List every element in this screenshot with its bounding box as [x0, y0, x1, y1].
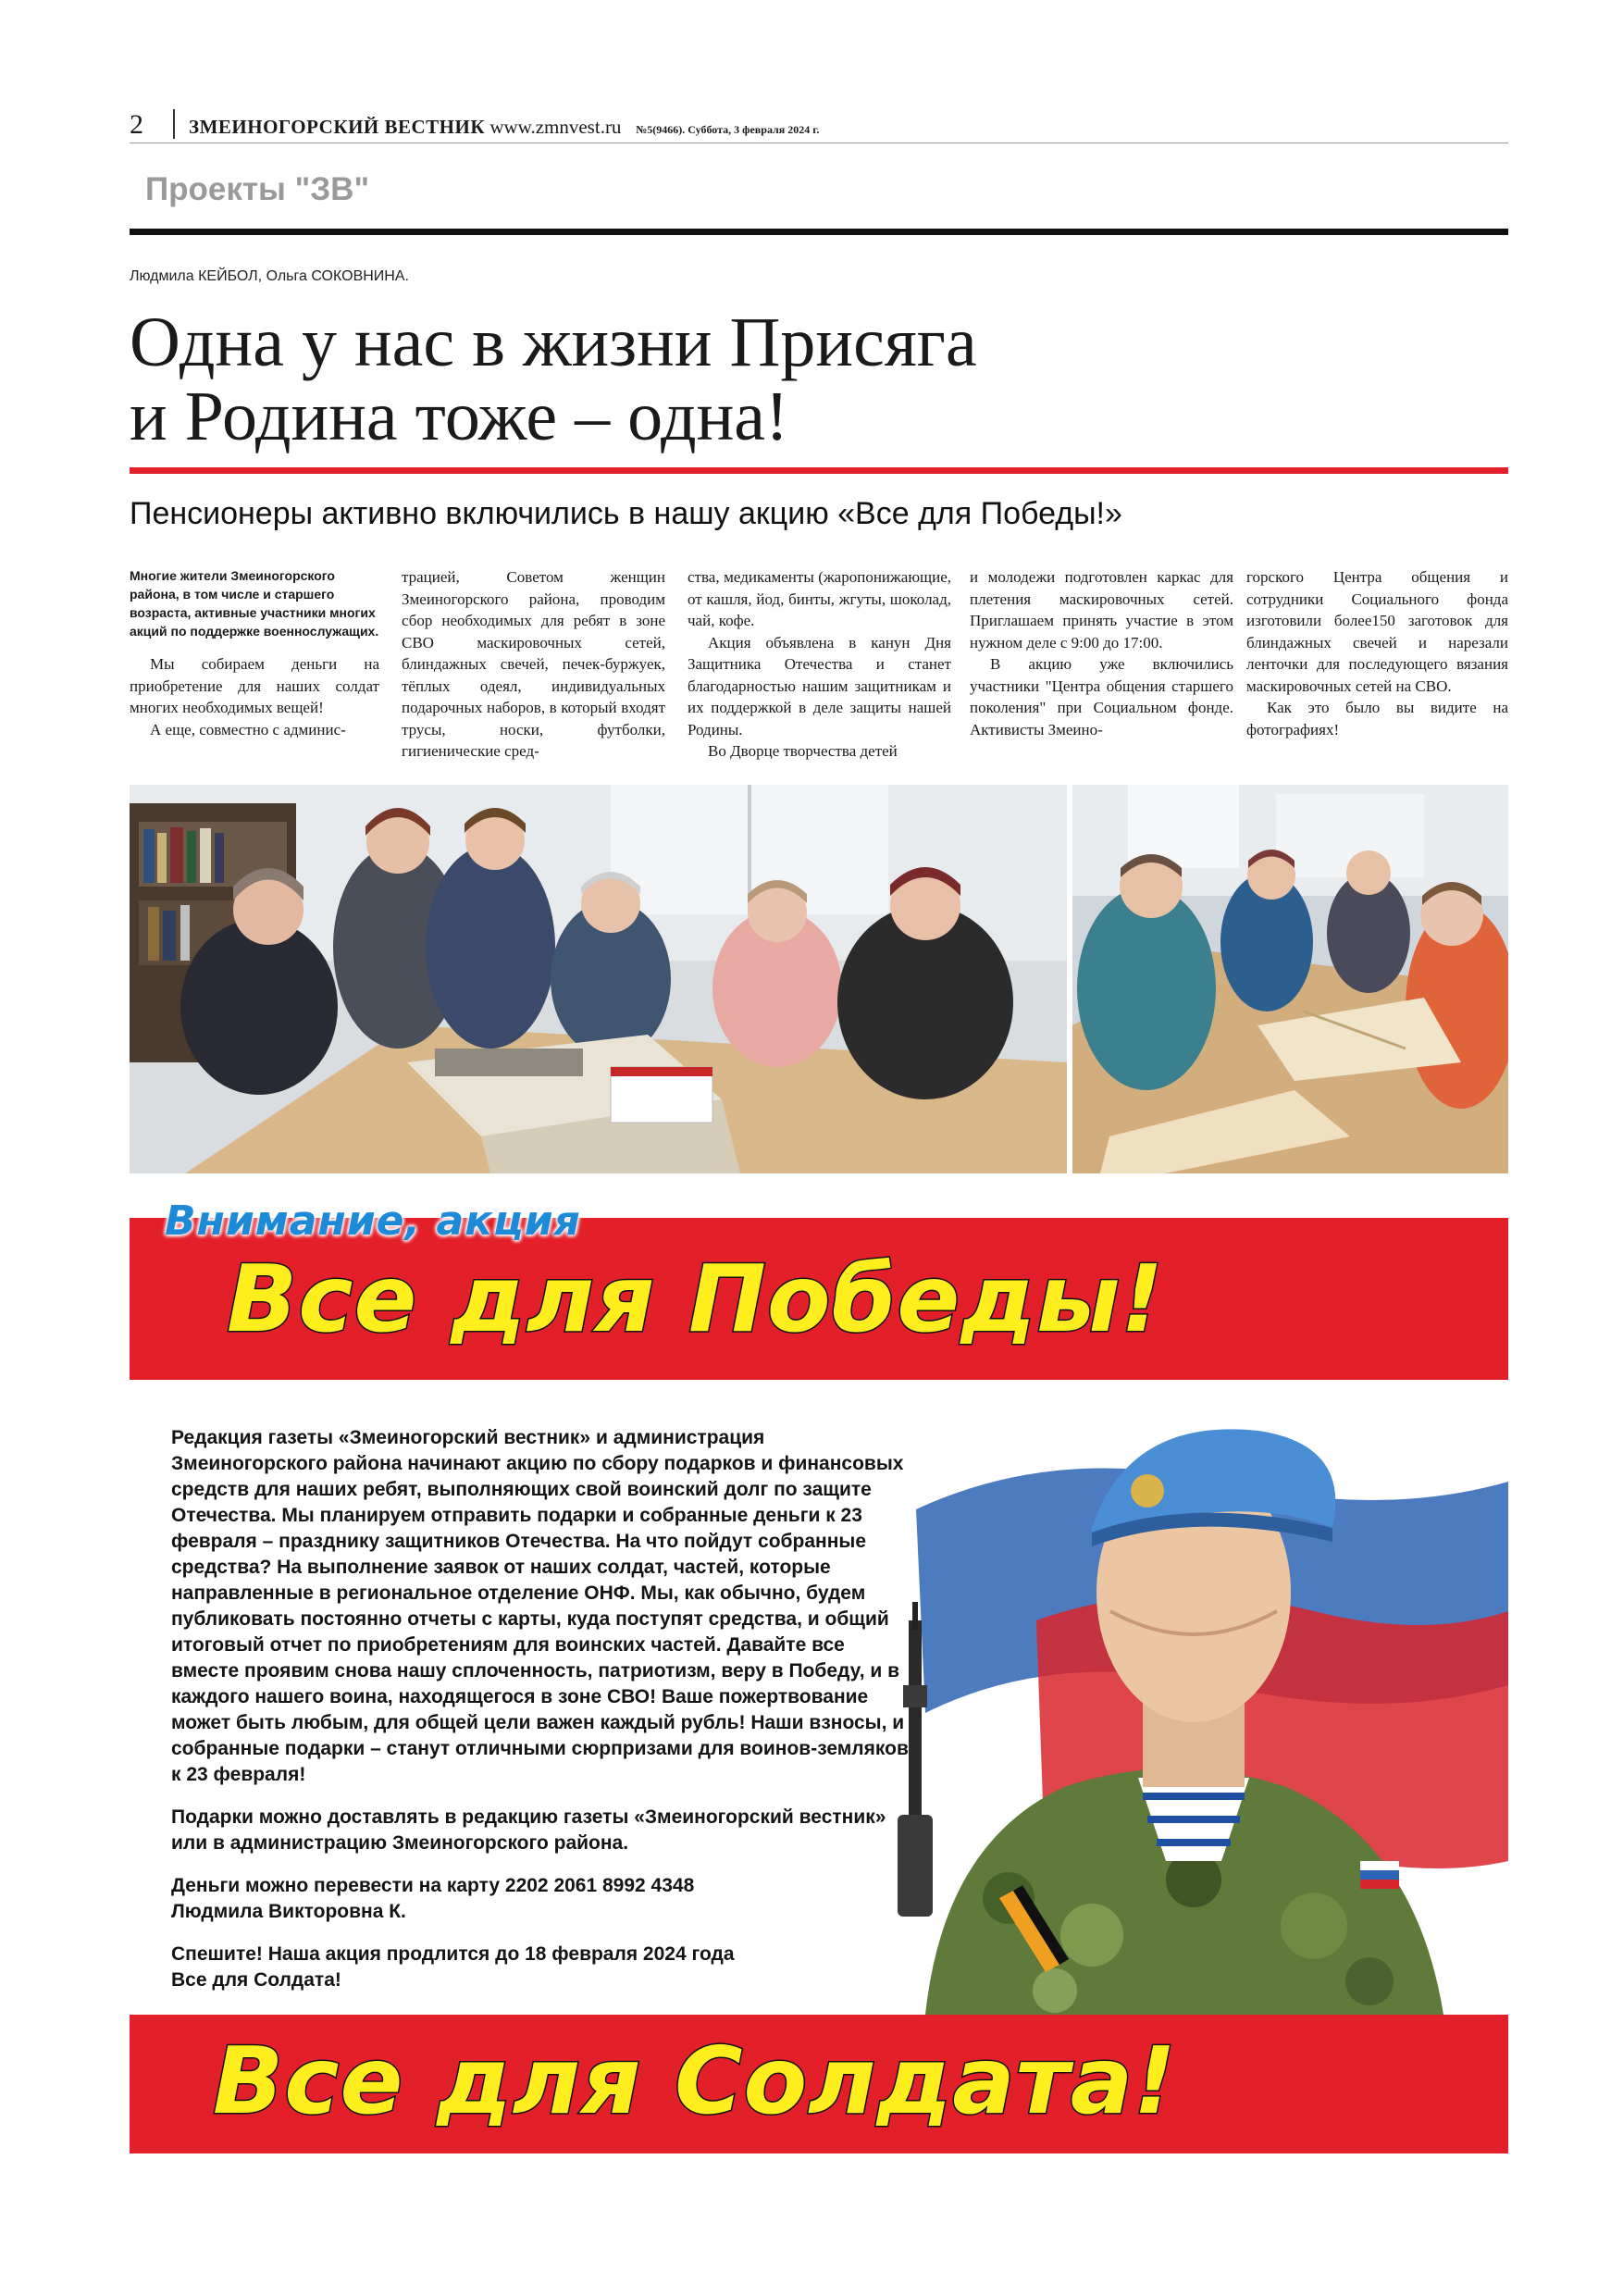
- article-column-2: [402, 566, 665, 763]
- promo-paragraph: Редакция газеты «Змеиногорский вестник» и администрация Змеиногорского района начинают акцию по сбору подарков и финансовых средств для наших ребят, выполняющих свой воинский долг по защите Отечества. Мы планируем отправить подарки и собранные деньги к 23 февраля – празднику защитников Отечества. На что пойдут собранные средства? На выполнение заявок от наших солдат, частей, которые направленные в региональное отделение ОНФ. Мы, как обычно, будем публиковать постоянно отчеты с карты, куда поступят средства, и общий итоговый отчет по приобретениям для воинских частей. Давайте все вместе проявим снова нашу сплоченность, патриотизм, веру в Победу, и в каждого нашего воина, находящегося в зоне СВО! Ваше пожертвование может быть любым, для общей цели важен каждый рубль! Наши взносы, и собранные подарки – станут отличными сюрпризами для воинов-земляков к 23 февраля!: [171, 1427, 909, 1785]
- header-separator: [173, 109, 175, 139]
- paragraph: Мы собираем деньги на приобретение для наших солдат многих необходимых вещей!: [130, 655, 379, 716]
- promo-attention-label: Внимание, акция: [165, 1198, 581, 1245]
- promo-card-number: Деньги можно перевести на карту 2202 2061 8992 4348: [171, 1875, 695, 1896]
- photo-workshop-illustration: [1072, 785, 1508, 1173]
- photo-group-illustration: [130, 785, 1067, 1173]
- rubric-rule: [130, 229, 1508, 235]
- article-column-4: [970, 566, 1233, 740]
- headline-line-1: Одна у нас в жизни Присяга: [130, 304, 977, 381]
- paragraph: горского Центра общения и сотрудники Социального фонда изготовили более150 заготовок для блиндажных свечей и нарезали ленточки для последующего вязания маскировочных сетей на СВО.: [1246, 568, 1508, 695]
- masthead-line: [189, 116, 819, 139]
- promo-card-holder: Людмила Викторовна К.: [171, 1901, 406, 1922]
- article-headline: [130, 305, 1499, 453]
- headline-line-2: и Родина тоже – одна!: [130, 378, 789, 455]
- rubric: Проекты "ЗВ": [145, 171, 370, 207]
- promo-card-info: [171, 1873, 916, 1925]
- promo-paragraph: Подарки можно доставлять в редакцию газеты «Змеиногорский вестник» или в администрацию Змеиногорского района.: [171, 1806, 886, 1854]
- paragraph: Акция объявлена в канун Дня Защитника Отечества и станет благодарностью нашим защитникам и их поддержкой в деле защиты нашей Родины.: [688, 633, 951, 738]
- promo-closing-text: Все для Солдата!: [171, 1969, 341, 1991]
- article-authors: Людмила КЕЙБОЛ, Ольга СОКОВНИНА.: [130, 268, 409, 284]
- photo-pensioners-workshop: [1072, 785, 1508, 1173]
- promo-deadline: [171, 1942, 916, 1993]
- issue-info: №5(9466). Суббота, 3 февраля 2024 г.: [636, 123, 820, 136]
- article-column-3: [688, 566, 951, 763]
- page-number: 2: [130, 109, 143, 140]
- article-column-1: [130, 566, 379, 740]
- paragraph: трацией, Советом женщин Змеиногорского района, проводим сбор необходимых для ребят в зоне СВО маскировочных сетей, блиндажных свечей, печек-буржуек, тёплых одеял, индивидуальных подарочных наборов, в который входят трусы, носки, футболки, гигиенические сред-: [402, 568, 665, 760]
- promo-title: Все для Победы!: [227, 1245, 1164, 1353]
- paragraph: В акцию уже включились участники "Центра общения старшего поколения" при Социальном фонде. Активисты Змеино-: [970, 655, 1233, 738]
- article-lead: Многие жители Змеиногорского района, в том числе и старшего возраста, активные участники многих акций по поддержке военнослужащих.: [130, 568, 379, 639]
- newspaper-name: ЗМЕИНОГОРСКИЙ ВЕСТНИК: [189, 116, 486, 138]
- paragraph: и молодежи подготовлен каркас для плетения маскировочных сетей. Приглашаем принять участие в этом нужном деле с 9:00 до 17:00.: [970, 568, 1233, 652]
- paragraph: Как это было вы видите на фотографиях!: [1246, 699, 1508, 738]
- photo-pensioners-group: [130, 785, 1067, 1173]
- article-subheadline: Пенсионеры активно включились в нашу акцию «Все для Победы!»: [130, 496, 1122, 531]
- promo-text: [171, 1425, 916, 2010]
- paragraph: Во Дворце творчества детей: [708, 742, 898, 760]
- paragraph: ства, медикаменты (жаропонижающие, от кашля, йод, бинты, жгуты, шоколад, чай, кофе.: [688, 568, 951, 629]
- website: www.zmnvest.ru: [489, 116, 622, 138]
- paragraph: А еще, совместно с админис-: [150, 720, 346, 738]
- promo-slogan: Все для Солдата!: [213, 2027, 1177, 2135]
- promo-deadline-text: Спешите! Наша акция продлится до 18 февраля 2024 года: [171, 1943, 735, 1965]
- headline-rule: [130, 467, 1508, 474]
- article-column-5: [1246, 566, 1508, 740]
